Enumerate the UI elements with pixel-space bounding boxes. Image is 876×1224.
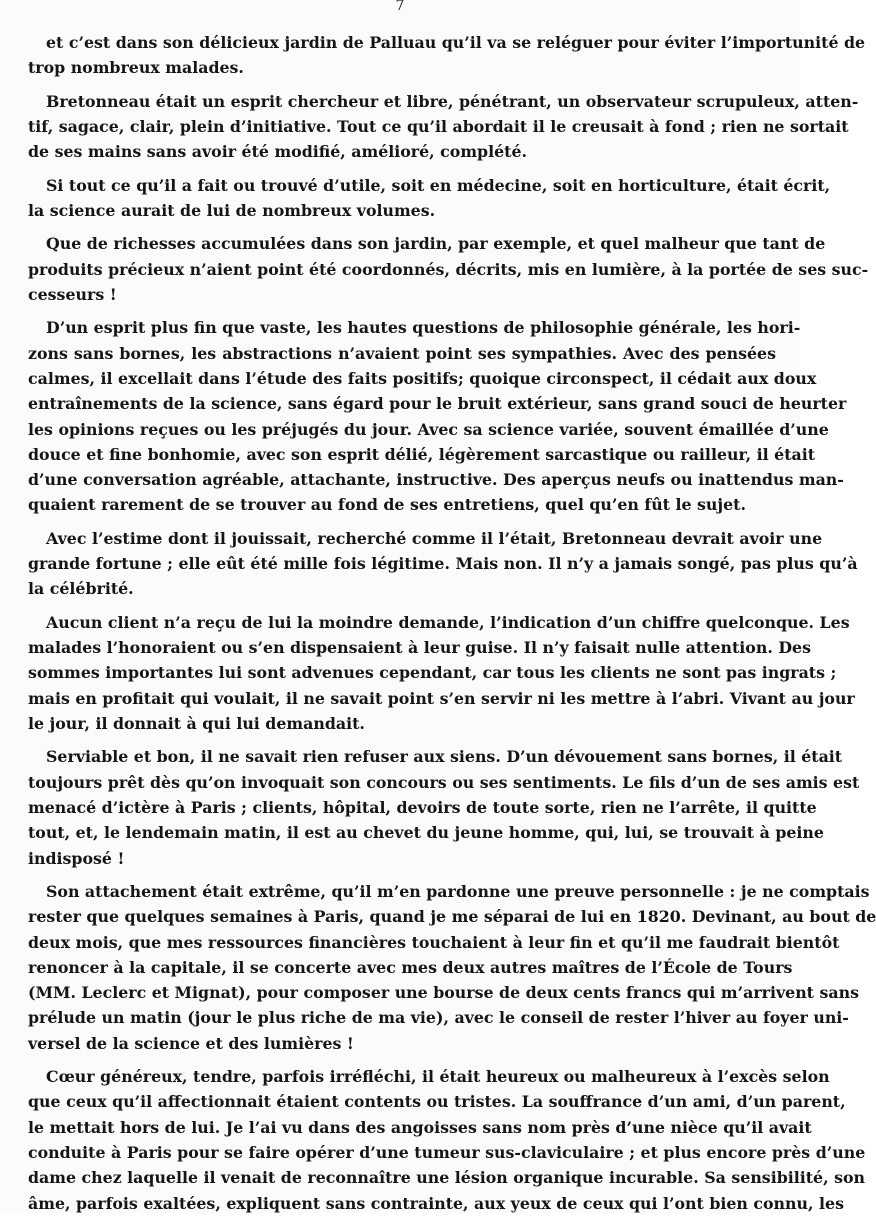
text-line: la célébrité. xyxy=(28,579,134,599)
text-line: tout, et, le lendemain matin, il est au chevet du jeune homme, qui, lui, se trouvait à peine xyxy=(28,823,824,843)
text-line: (MM. Leclerc et Mignat), pour composer une bourse de deux cents francs qui m’arrivent sans xyxy=(28,983,859,1003)
text-line: produits précieux n’aient point été coordonnés, décrits, mis en lumière, à la portée de ses suc- xyxy=(28,259,869,279)
text-line: la science aurait de lui de nombreux volumes. xyxy=(28,200,436,220)
paragraph xyxy=(28,30,866,81)
text-line: d’une conversation agréable, attachante, instructive. Des aperçus neufs ou inattendus man- xyxy=(28,470,844,490)
text-line: prélude un matin (jour le plus riche de ma vie), avec le conseil de rester l’hiver au foyer uni- xyxy=(28,1008,849,1028)
text-line: quaient rarement de se trouver au fond de ses entretiens, quel qu’en fût le sujet. xyxy=(28,495,746,515)
text-line: sommes importantes lui sont advenues cependant, car tous les clients ne sont pas ingrats ; xyxy=(28,663,837,683)
text-line: douce et fine bonhomie, avec son esprit délié, légèrement sarcastique ou railleur, il était xyxy=(28,444,816,464)
text-line: le mettait hors de lui. Je l’ai vu dans des angoisses sans nom près d’une nièce qu’il avait xyxy=(28,1117,812,1137)
text-line: dame chez laquelle il venait de reconnaître une lésion organique incurable. Sa sensibilité, son xyxy=(28,1168,866,1188)
paragraph xyxy=(28,879,876,1056)
text-line: Que de richesses accumulées dans son jardin, par exemple, et quel malheur que tant de xyxy=(46,234,826,254)
text-line: D’un esprit plus fin que vaste, les hautes questions de philosophie générale, les hori- xyxy=(46,318,801,338)
text-line: indisposé ! xyxy=(28,848,125,868)
text-line: versel de la science et des lumières ! xyxy=(28,1033,354,1053)
page-number: 7 xyxy=(395,0,405,14)
text-line: menacé d’ictère à Paris ; clients, hôpital, devoirs de toute sorte, rien ne l’arrête, il quitte xyxy=(28,797,817,817)
body-text xyxy=(28,30,876,1224)
paragraph xyxy=(28,744,860,870)
text-line: et c’est dans son délicieux jardin de Palluau qu’il va se reléguer pour éviter l’importunité de xyxy=(46,33,866,52)
text-line: rester que quelques semaines à Paris, quand je me séparai de lui en 1820. Devinant, au bout de xyxy=(28,907,876,927)
text-line: grande fortune ; elle eût été mille fois légitime. Mais non. Il n’y a jamais songé, pas plus qu’à xyxy=(28,554,858,574)
text-line: zons sans bornes, les abstractions n’avaient point ses sympathies. Avec des pensées xyxy=(28,343,776,363)
text-line: Aucun client n’a reçu de lui la moindre demande, l’indication d’un chiffre quelconque. Les xyxy=(46,612,850,632)
text-line: trop nombreux malades. xyxy=(28,58,244,78)
paragraph xyxy=(28,315,847,517)
text-line: deux mois, que mes ressources financières touchaient à leur fin et qu’il me faudrait bientôt xyxy=(28,932,840,952)
text-line: toujours prêt dès qu’on invoquait son concours ou ses sentiments. Le fils d’un de ses amis est xyxy=(28,772,860,792)
text-line: âme, parfois exaltées, expliquent sans contrainte, aux yeux de ceux qui l’ont bien connu, les xyxy=(28,1193,844,1213)
text-line: que ceux qu’il affectionnait étaient contents ou tristes. La souffrance d’un ami, d’un parent, xyxy=(28,1092,846,1112)
text-line: les opinions reçues ou les préjugés du jour. Avec sa science variée, souvent émaillée d’une xyxy=(28,419,829,439)
paragraph xyxy=(28,610,855,736)
paragraph xyxy=(28,1064,866,1216)
text-line: de ses mains sans avoir été modifié, amélioré, complété. xyxy=(28,142,527,162)
paragraph xyxy=(28,526,858,602)
paragraph xyxy=(28,89,859,165)
text-line: tif, sagace, clair, plein d’initiative. Tout ce qu’il abordait il le creusait à fond ; rien ne sortait xyxy=(28,116,849,136)
text-line: Serviable et bon, il ne savait rien refuser aux siens. D’un dévouement sans bornes, il était xyxy=(46,747,843,767)
text-line: Son attachement était extrême, qu’il m’en pardonne une preuve personnelle : je ne comptais xyxy=(46,881,870,901)
text-line: le jour, il donnait à qui lui demandait. xyxy=(28,713,365,733)
text-line: mais en profitait qui voulait, il ne savait point s’en servir ni les mettre à l’abri. Vivant au jour xyxy=(28,688,855,708)
paragraph xyxy=(28,173,831,224)
text-line: Si tout ce qu’il a fait ou trouvé d’utile, soit en médecine, soit en horticulture, était écrit, xyxy=(46,175,831,195)
paragraph xyxy=(28,231,869,307)
text-line: Bretonneau était un esprit chercheur et libre, pénétrant, un observateur scrupuleux, atten- xyxy=(46,91,859,111)
text-line: Cœur généreux, tendre, parfois irréfléchi, il était heureux ou malheureux à l’excès selon xyxy=(46,1067,830,1087)
text-line: malades l’honoraient ou s’en dispensaient à leur guise. Il n’y faisait nulle attention. Des xyxy=(28,638,811,658)
text-line: renoncer à la capitale, il se concerte avec mes deux autres maîtres de l’École de Tours xyxy=(28,957,793,977)
text-line: Avec l’estime dont il jouissait, recherché comme il l’était, Bretonneau devrait avoir une xyxy=(46,528,823,548)
text-line: cesseurs ! xyxy=(28,284,117,304)
text-line: conduite à Paris pour se faire opérer d’une tumeur sus-claviculaire ; et plus encore près d’une xyxy=(28,1143,866,1163)
text-line: entraînements de la science, sans égard pour le bruit extérieur, sans grand souci de heurter xyxy=(28,394,847,414)
text-line: calmes, il excellait dans l’étude des faits positifs; quoique circonspect, il cédait aux doux xyxy=(28,368,817,388)
